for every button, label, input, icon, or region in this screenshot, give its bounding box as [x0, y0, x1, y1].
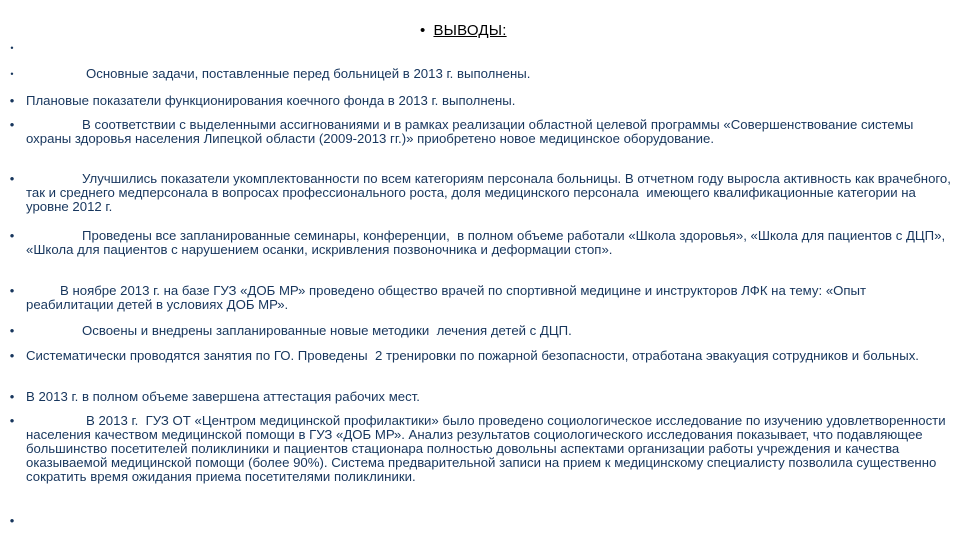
item-text: В ноябре 2013 г. на базе ГУЗ «ДОБ МР» проведено общество врачей по спортивной медицине и инструкторов ЛФК на тему: «Опыт реабилитации детей в условиях ДОБ МР».	[26, 283, 870, 312]
item-text: Проведены все запланированные семинары, конференции, в полном объеме работали «Школа здоровья», «Школа для пациентов с ДЦП», «Школа для пациентов с нарушением осанки, искривления позвоночника и деформации стоп».	[26, 228, 949, 257]
bullet: •	[9, 93, 15, 108]
bullet: •	[9, 513, 15, 528]
item-text: Улучшились показатели укомплектованности по всем категориям персонала больницы. В отчетном году выросла активность как врачебного, так и среднего медперсонала в вопросах профессионального роста, доля медицинского персонала имеющего квалификационные категории на уровне 2012 г.	[26, 171, 955, 214]
item-text: Основные задачи, поставленные перед больницей в 2013 г. выполнены.	[86, 66, 531, 81]
bullet: •	[10, 43, 14, 53]
item-text: Систематически проводятся занятия по ГО. Проведены 2 тренировки по пожарной безопасности, отработана эвакуация сотрудников и больных.	[26, 348, 919, 363]
bullet: •	[9, 171, 15, 186]
item-text: Плановые показатели функционирования коечного фонда в 2013 г. выполнены.	[26, 93, 516, 108]
bullet: •	[9, 413, 15, 428]
item-text: В 2013 г. в полном объеме завершена аттестация рабочих мест.	[26, 389, 420, 404]
bullet: •	[9, 389, 15, 404]
bullet: •	[9, 228, 15, 243]
bullet: •	[9, 283, 15, 298]
title-bullet: •	[420, 22, 426, 39]
item-text: Освоены и внедрены запланированные новые методики лечения детей с ДЦП.	[82, 323, 572, 338]
slide-title	[420, 22, 507, 39]
bullet: •	[9, 348, 15, 363]
title-text: ВЫВОДЫ:	[433, 22, 507, 39]
item-text: В 2013 г. ГУЗ ОТ «Центром медицинской профилактики» было проведено социологическое исследование по изучению удовлетворенности населения качеством медицинской помощи в ГУЗ «ДОБ МР». Анализ результатов социологического исследования показывает, что подавляющее большинство посетителей поликлиники и пациентов стационара полностью довольны аспектами организации работы учреждения и качества оказываемой медицинской помощи (более 90%). Система предварительной записи на прием к медицинскому специалисту позволила существенно сократить время ожидания приема посетителями поликлиники.	[26, 413, 950, 484]
bullet: •	[9, 117, 15, 132]
item-text: В соответствии с выделенными ассигнованиями и в рамках реализации областной целевой программы «Совершенствование системы охраны здоровья населения Липецкой области (2009-2013 гг.)» приобретено новое медицинское оборудование.	[26, 117, 917, 146]
bullet: •	[9, 323, 15, 338]
bullet: •	[10, 69, 14, 79]
